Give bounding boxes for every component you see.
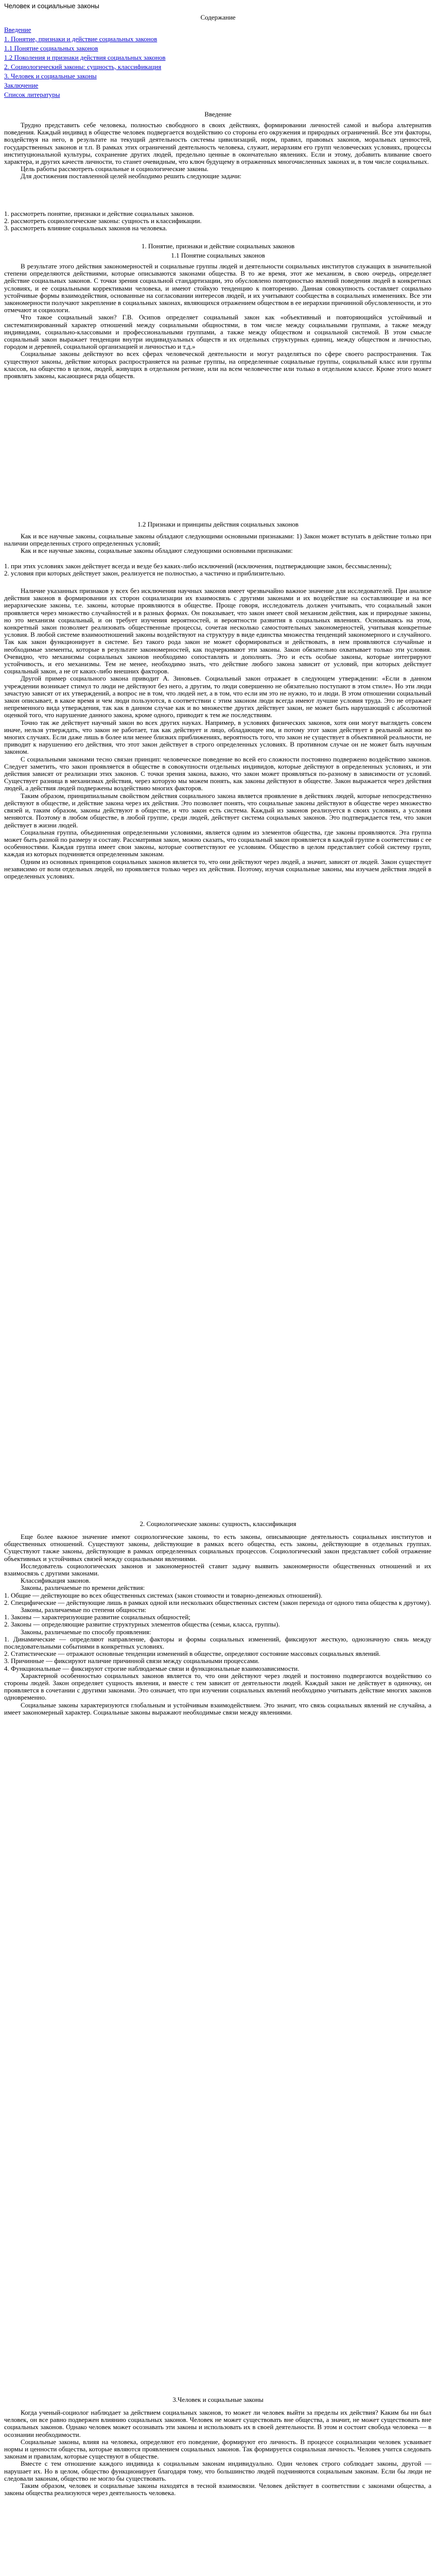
paragraph: Социальные законы действуют во всех сферах человеческой деятельности и могут разделяться по сфере своего распространения. Так существуют законы, действие которых распространяется на разные группы, на определенные социальные группы, социальный класс или группы классов, на общество в целом, людей, живущих в отдельном регионе, или на всем человечестве или только в отдельном классе. Кроме этого может проявлять законы, касающиеся ряда обществ. <box>4 350 431 380</box>
list-item: 2. рассмотреть социологические законы: сущность и классификации. <box>4 217 202 225</box>
list-item: 1. Динамические — определяют направление, факторы и формы социальных изменений, фиксируют жесткую, однозначную связь между последовательными событиями в конкретных условиях. <box>4 1635 431 1651</box>
list-item: 2. условия при которых действует закон, реализуется не полностью, а частично и приблизительно. <box>4 569 285 578</box>
paragraph: В результате этого действия закономерностей и социальные группы людей и деятельности социальных институтов служащих в значительной степени определяются действиями, которые описываются законами общества. В то же время, этот же механизм, в свою очередь, определяет действие социальных законов. С точки зрения социальной стандартизации, это обусловлено повторностью явлений поведения людей в конкретных условиях, и ее социальными коррективами человека, и имеют стойкую тенденцию к повторению. Данная совокупность составляет социально устойчивые формы взаимодействия, основанные на согласовании интересов людей, и их учитывают сообщества в социальных изменениях. Все эти закономерности получают закрепление в социальных законах, являющихся отражением обществом в ее иерархии причинной обусловленности, и это отмечают и социологи. <box>4 262 431 314</box>
toc-link[interactable]: 1.1 Понятие социальных законов <box>4 44 98 52</box>
section-2-heading: 2. Социологические законы: сущность, классификация <box>139 1520 297 1528</box>
toc-link[interactable]: 1. Понятие, признаки и действие социальных законов <box>4 35 158 43</box>
paragraph: Классификация законов. <box>21 1577 91 1585</box>
toc-link[interactable]: Введение <box>4 26 31 33</box>
section-1-heading: 1. Понятие, признаки и действие социальных законов <box>141 242 295 250</box>
paragraph: Законы, различаемые по времени действия: <box>21 1584 145 1592</box>
paragraph: Исследователь социологических законов и закономерностей ставит задачу выявить закономерности общественных отношений и их взаимосвязь с другими законами. <box>4 1562 431 1578</box>
section-1-2-intro <box>4 533 431 555</box>
list-item: 2. Законы — определяющие развитие структурных элементов общества (семьи, класса, группы). <box>4 1620 280 1629</box>
paragraph: Цель работы рассмотреть социальные и социологические законы. <box>21 165 208 173</box>
section-1-1-text <box>4 263 431 380</box>
paragraph: Законы, различаемые по способу проявления: <box>21 1628 151 1636</box>
section-1-2-heading: 1.2 Признаки и принципы действия социальных законов <box>137 520 299 528</box>
paragraph: Когда ученый-социолог наблюдает за действием социальных законов, то может ли человек выйти за пределы их действия? Каким бы ни был человек, он все равно подвержен влиянию социальных законов. Человек не может существовать вне общества, а значит, не может существовать вне социальных законов. Однако человек может осознавать эти законы и использовать их в своей деятельности. В этом и состоит свобода человека — в осознании необходимости. <box>4 2409 431 2438</box>
paragraph: Для достижения поставленной целей необходимо решить следующие задачи: <box>21 172 242 180</box>
paragraph: Трудно представить себе человека, полностью свободного в своих действиях, формировании личностей самой и выбора альтернатив поведения. Каждый индивид в обществе человек подвергается воздействию со стороны его окружения и природных ограничений. Все эти факторы, воздействуя на него, в результате на текущий деятельность системы цивилизаций, норм, правил, правовых законов, моральных ценностей, государственных законов и т.п. В рамках этих ограничений деятельность человека, служит, иерархиям его групп человеческих условиях, процессы институциональной культуры, сохранение других людей, предельно ценные в окончательно явлениях. Если и этому, добавить вливание своего характера, и других качеств личности, то станет очевидным, что ключ будущему в отраженных многочисленных законах и, в том числе социальных. <box>4 121 431 166</box>
paragraph: Как и все научные законы, социальные законы обладают следующими основными признаками: 1) Закон может вступать в действие только при наличии определенных строго определенных условий; <box>4 532 431 548</box>
intro-task-list <box>4 210 431 232</box>
paragraph: Таким образом, человек и социальные законы находятся в тесной взаимосвязи. Человек действует в соответствии с законами общества, а законы общества реализуются через деятельность человека. <box>4 2482 431 2497</box>
list-item: 3. рассмотреть влияние социальных законов на человека. <box>4 224 167 232</box>
paragraph: Точно так же действует научный закон во всех других науках. Например, в условиях физических законов, хотя они могут выглядеть совсем иначе, нельзя утверждать, что закон не работает, так как действует и лицо, обладающее им, и потому этот закон действует в реальной жизни во многих случаях. Если даже лишь в более или менее близких приближениях, вероятность того, что закон не существует в объективной реальности, не приводит к нарушению его действия, что этот закон действует в строго определенных условиях. В противном случае он не может быть научным законом. <box>4 718 431 756</box>
intro-text <box>4 122 431 180</box>
paragraph: Другой пример социального закона приводит А. Зиновьев. Социальный закон отражает в следующем утверждении: «Если в данном учреждении возникает стимул то люди не действуют без него, а другим, то люди совершенно не обязательно поступают в этом стиле». Но эти люди зачастую зависят от их утверждений, а вопрос не в том, что людей нет, а в том, что если им это не нужно, то и люди. В этом отношении социальный закон описывает, в какое время и чем люди пользуются, в соответствии с этим законом люди всегда имеют лучшие условия труда. Это не отражает непременного вида утверждения, так как в данном случае как и во множестве других действует закон, не может быть нарушающий с абсолютной оценкой того, что нарушение данного закона, кроме одного, приводит к тем же последствиям. <box>4 674 431 719</box>
list-item: 2. Специфические — действующие лишь в рамках одной или нескольких общественных систем (закон перехода от одного типа общества к другому). <box>4 1598 431 1606</box>
section-3-text <box>4 2409 431 2497</box>
list-item: 1. при этих условиях закон действует всегда и везде без каких-либо исключений (исключения, подтверждающие закон, бессмысленны); <box>4 562 392 570</box>
paragraph: Социальная группа, объединенная определенными условиями, является одним из элементов общества, где законы проявляются. Эта группа может быть разной по размеру и составу. Рассматривая закон, можно сказать, что социальный закон проявляется в каждой группе в соответствии с ее особенностями. Каждая группа имеет свои законы, которые соответствуют ее условиям. Общество в целом представляет собой систему групп, каждая из которых подчиняется определенным законам. <box>4 828 431 858</box>
toc-link[interactable]: 1.2 Поколения и признаки действия социальных законов <box>4 54 166 61</box>
toc-link[interactable]: Список литературы <box>4 91 60 98</box>
list-item: 1. Общие — действующие во всех общественных системах (закон стоимости и товарно-денежных отношений). <box>4 1591 323 1599</box>
list-item: 1. Законы — характеризующие развитие социальных общностей; <box>4 1613 190 1621</box>
section-1-1-heading: 1.1 Понятие социальных законов <box>171 251 265 259</box>
paragraph: Как и все научные законы, социальные законы обладают следующими основными признаками: <box>21 547 293 555</box>
list-item: 3. Причинные — фиксируют наличие причинной связи между социальными процессами. <box>4 1657 259 1665</box>
paragraph: Вместе с тем отношение каждого индивида к социальным законам индивидуально. Один человек строго соблюдает законы, другой — нарушает их. Но в целом, общество функционирует благодаря тому, что большинство людей подчиняются социальным законам. Если бы люди не следовали законам, общество не могло бы существовать. <box>4 2460 431 2482</box>
toc-link[interactable]: 3. Человек и социальные законы <box>4 72 97 80</box>
paragraph: Характерной особенностью социальных законов является то, что они действуют через людей и постоянно подвергаются воздействию со стороны людей. Закон определяет сущность явления, и вместе с тем зависит от деятельности людей. Каждый закон не действует в одиночку, он проявляется в сочетании с другими законами. Это означает, что при изучении социальных явлений необходимо учитывать действие многих законов одновременно. <box>4 1671 431 1702</box>
paragraph: Законы, различаемые по степени общности: <box>21 1606 147 1614</box>
paragraph: Наличие указанных признаков у всех без исключения научных законов имеет чрезвычайно важное значение для исследователей. При анализе действия законов в формировании их сторон социализации их взаимосвязь с другими законами и их воздействие на составляющие и на все иерархические законы, т.е. законы, которые проявляются в обществе. Проще говоря, исследователь должен учитывать, что социальный закон проявляется через множество случайностей и в разных формах. Он показывает, что закон имеет свой механизм действия, как и природные законы, но это механизм социальный, и он требует изучения вероятностей, и вероятности развития в социальных явлениях. Основываясь на этом, конкретный закон позволяет реализовать общественные процессы, сочетая несколько самостоятельных закономерностей, учитывая конкретные условия. В любой системе взаимоотношений законы воздействуют на структуру в виде единства множества тенденций закономерного и случайного. Так как закон функционирует в системе. Без такого рода закон не может сформироваться и действовать, в нем проявляются случайные и необходимые элементы, которые в результате закономерностей, как подчеркивают эти законы. Закон обязательно охватывает только эти условия. Очевидно, что механизмы социальных законов необходимо сопоставлять и дополнять. Это и есть особые законы, которые интегрируют устойчивость, и его механизмы. Тем не менее, необходимо знать, что действие любого закона зависит от условий, при которых действует социальный закон, а не от каких-либо внешних факторов. <box>4 587 431 675</box>
list-item: 4. Функциональные — фиксируют строгие наблюдаемые связи и функциональные взаимозависимости. <box>4 1664 300 1672</box>
toc-link[interactable]: 2. Социологический законы: сущность, классификация <box>4 63 162 71</box>
page-title: Человек и социальные законы <box>4 2 99 10</box>
list-item: 1. рассмотреть понятие, признаки и действие социальных законов. <box>4 210 195 217</box>
section-2-text <box>4 1533 431 1716</box>
section-1-2-text <box>4 587 431 880</box>
intro-heading: Введение <box>204 110 232 118</box>
toc-heading: Содержание <box>200 13 236 21</box>
list-item: 2. Статистические — отражают основные тенденции изменений в обществе, определяют состояние массовых социальных явлений. <box>4 1650 381 1658</box>
section-3-heading: 3.Человек и социальные законы <box>172 2396 264 2403</box>
paragraph: С социальными законами тесно связан принцип: человеческое поведение во всей его сложности постоянно подвержено воздействию законов. Следует заметить, что закон проявляется в обществе в совокупности отдельных индивидов, которые действуют в определенных условиях, и эти действия зависят от реализации этих законов. С точки зрения закона, важно, что закон может проявляться по-разному в зависимости от условий. Существует разница в механизмах действия, через которую мы можем понять, как законы действуют в обществе. Закон выражается через действия людей, а действия людей подвержены воздействию многих факторов. <box>4 755 431 792</box>
paragraph: Таким образом, принципиальным свойством действия социального закона является проявление в действиях людей, которые непосредственно действуют в обществе, и действие закона через их действия. Это позволяет понять, что социальные законы действуют в обществе через множество связей и, таким образом, законы действуют в обществе, и что закон есть система. Каждый из законов реализуется в своих условиях, а условия меняются. Поэтому в любом обществе, в любой группе, среди людей, действует система социальных законов. Это подтверждается тем, что закон действует в жизни людей. <box>4 791 431 829</box>
toc-link[interactable]: Заключение <box>4 81 39 89</box>
section-1-2-signs <box>4 563 431 577</box>
paragraph: Социальные законы характеризуются глобальным и устойчивым взаимодействием. Это значит, что связь социальных явлений не случайна, а имеет закономерный характер. Социальные законы выражают необходимые связи между явлениями. <box>4 1701 431 1716</box>
paragraph: Еще более важное значение имеют социологические законы, то есть законы, описывающие деятельность социальных институтов и общественных отношений. Существуют законы, действующие в рамках всего общества, есть законы, действующие в отдельных группах. Существуют также законы, действующие в рамках определенных социальных процессов. Социологический закон представляет собой отражение объективных и устойчивых связей между социальными явлениями. <box>4 1533 431 1563</box>
paragraph: Что такое социальный закон? Г.В. Осипов определяет социальный закон как «объективный и повторяющийся устойчивый и систематизированный характер отношений между социальными общностями, в том числе между социальными группами, а также между индивидами, социально-классовыми и профессиональными группами, а также между обществом и социальной системой. В этом смысле социальный закон выражает тенденции внутри индивидуальных обществ и их отдельных структурных единиц, между обществом и личностью, городом и деревней, социальной организацией и личностью и т.д.» <box>4 313 431 351</box>
paragraph: Социальные законы, влияя на человека, определяют его поведение, формируют его личность. В процессе социализации человек усваивает нормы и ценности общества, которые являются проявлением социальных законов. Так формируется социальная личность. Человек учится следовать законам и правилам, которые существуют в обществе. <box>4 2437 431 2461</box>
paragraph: Одним из основных принципов социальных законов является то, что они действуют через людей, а значит, зависят от людей. Закон существует независимо от воли отдельных людей, но проявляется только через их действия. Поэтому, изучая социальные законы, мы изучаем действия людей в определенных условиях. <box>4 857 431 880</box>
